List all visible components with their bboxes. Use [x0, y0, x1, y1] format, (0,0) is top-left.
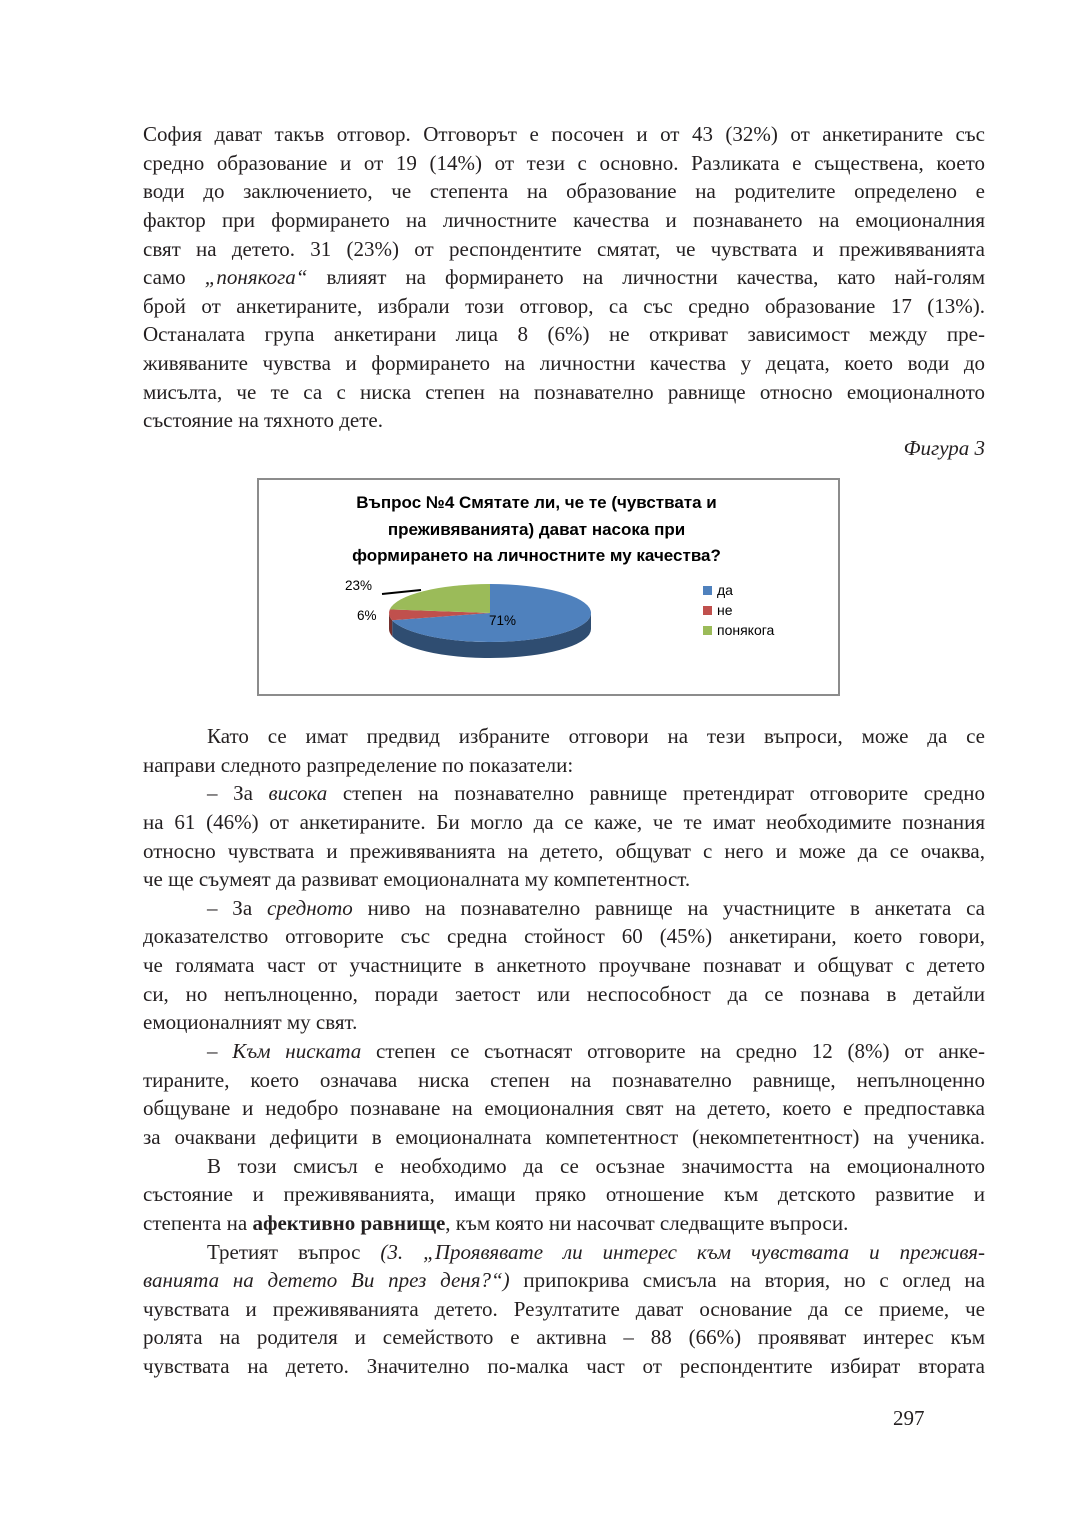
- italic-text: „понякога“: [204, 265, 308, 290]
- paragraph-bottom: [143, 722, 985, 1381]
- data-label-ne: 6%: [357, 608, 377, 623]
- text-line: [143, 206, 985, 235]
- text-segment: доказателство отговорите със средна стойност 60 (45%) анкетирани, което говори,: [143, 924, 985, 949]
- legend-label: не: [717, 602, 733, 618]
- text-segment: чувствата и преживяванията детето. Резултатите дават основание да се приеме, че: [143, 1296, 985, 1321]
- italic-text: ванията на детето Ви през деня?“): [143, 1268, 510, 1293]
- pie-slice-понякога: [390, 584, 490, 613]
- text-line: [143, 837, 985, 866]
- text-segment: припокрива смисъла на втория, но с оглед на: [509, 1268, 985, 1293]
- legend-item-ne: [703, 600, 774, 620]
- chart-title-line: формирането на личностните му качества?: [352, 546, 721, 565]
- text-segment: относно чувствата и преживяванията на детето, общуват с него и може да се очаква,: [143, 838, 985, 863]
- text-line: [143, 1323, 985, 1352]
- text-segment: на 61 (46%) от анкетираните. Би могло да се каже, че те имат необходимите познания: [143, 809, 985, 834]
- text-line: [143, 1180, 985, 1209]
- text-line: [143, 263, 985, 292]
- text-line: [143, 779, 985, 808]
- text-segment: състояние и преживяванията, имащи пряко отношение към детското развитие и: [143, 1182, 985, 1207]
- text-segment: – За: [207, 895, 267, 920]
- text-segment: брой от анкетираните, избрали този отговор, са със средно образование 17 (13%).: [143, 293, 985, 318]
- text-line: [143, 349, 985, 378]
- data-label-ponyakoga: 23%: [345, 578, 373, 593]
- text-line: [143, 722, 985, 751]
- text-segment: средно образование и от 19 (14%) от тези с основно. Разликата е съществена, което: [143, 150, 985, 175]
- text-segment: Останалата група анкетирани лица 8 (6%) не откриват зависимост между пре-: [143, 322, 985, 347]
- text-line: [143, 177, 985, 206]
- text-segment: – За: [207, 781, 269, 806]
- text-segment: живяваните чувства и формирането на личностни качества у децата, което води до: [143, 351, 985, 376]
- text-line: [143, 235, 985, 264]
- text-segment: степен се съотнасят отговорите на средно 12 (8%) от анке-: [361, 1039, 985, 1064]
- italic-text: Към ниската: [232, 1039, 362, 1064]
- text-segment: –: [207, 1039, 233, 1064]
- text-segment: състояние на тяхното дете.: [143, 408, 383, 433]
- text-segment: чувствата на детето. Значително по-малка част от респондентите избират втората: [143, 1354, 985, 1379]
- text-line: [143, 894, 985, 923]
- text-segment: направи следното разпределение по показатели:: [143, 752, 574, 777]
- text-segment: степен на познавателно равнище претендират отговорите средно: [327, 781, 985, 806]
- legend-item-ponyakoga: [703, 620, 774, 640]
- chart-title-line: преживяванията) дават насока при: [387, 519, 686, 539]
- text-line: [143, 406, 985, 435]
- text-line: [143, 980, 985, 1009]
- text-segment: ниво на познавателно равнище на участниците в анкетата са: [352, 895, 985, 920]
- text-segment: свят на детето. 31 (23%) от респондентите смятат, че чувствата и преживяванията: [143, 236, 985, 261]
- text-line: [143, 320, 985, 349]
- text-segment: Третият въпрос: [207, 1239, 381, 1264]
- text-line: [143, 865, 985, 894]
- text-segment: общуване и недобро познаване на емоционалния свят на детето, което е предпоставка: [143, 1096, 985, 1121]
- legend-swatch: [703, 626, 712, 635]
- paragraph-top: [143, 120, 985, 435]
- text-segment: само: [143, 265, 205, 290]
- text-segment: мисълта, че те са с ниска степен на познавателно равнище относно емоционалното: [143, 379, 985, 404]
- legend-item-da: [703, 580, 774, 600]
- text-line: [143, 951, 985, 980]
- italic-text: висока: [268, 781, 328, 806]
- text-segment: Като се имат предвид избраните отговори на тези въпроси, може да се: [207, 724, 985, 748]
- chart-title-line: Въпрос №4 Смятате ли, че те (чувствата и: [356, 493, 717, 512]
- bold-text: афективно равнище: [252, 1210, 446, 1235]
- text-line: [143, 1152, 985, 1181]
- text-segment: ролята на родителя и семейството е активна – 88 (66%) проявяват интерес към: [143, 1325, 985, 1350]
- text-line: [143, 120, 985, 149]
- text-line: [143, 1352, 985, 1381]
- figure-caption: Фигура 3: [903, 436, 985, 460]
- text-segment: тираните, което означава ниска степен на познавателно равнище, непълноценно: [143, 1067, 985, 1092]
- text-segment: София дават такъв отговор. Отговорът е посочен и от 43 (32%) от анкетираните със: [143, 122, 985, 146]
- text-line: [143, 1238, 985, 1267]
- legend-label: да: [717, 582, 733, 598]
- text-line: [143, 1295, 985, 1324]
- legend-swatch: [703, 606, 712, 615]
- chart-title: [259, 490, 814, 570]
- legend-swatch: [703, 586, 712, 595]
- text-segment: В този смисъл е необходимо да се осъзнае значимостта на емоционалното: [207, 1153, 985, 1178]
- chart-legend: [703, 580, 774, 640]
- text-segment: за очаквани дефицити в емоционалната компетентност (некомпетентност) на ученика.: [143, 1124, 985, 1149]
- text-line: [143, 1037, 985, 1066]
- text-line: [143, 1066, 985, 1095]
- leader-line: [382, 590, 421, 594]
- text-line: [143, 1094, 985, 1123]
- text-segment: си, но непълноценно, поради заетост или неспособност да се познава в детайли: [143, 981, 985, 1006]
- text-line: [143, 1266, 985, 1295]
- text-segment: степента на: [143, 1210, 253, 1235]
- text-segment: води до заключението, че степента на образование на родителите определено е: [143, 179, 985, 204]
- text-segment: че голямата част от участниците в анкетното проучване познават и общуват с детето: [143, 953, 985, 978]
- legend-label: понякога: [717, 622, 775, 638]
- text-line: [143, 808, 985, 837]
- text-line: [143, 751, 985, 780]
- text-line: [143, 1008, 985, 1037]
- pie-chart: [257, 478, 840, 696]
- page-number: 297: [893, 1406, 925, 1430]
- text-line: [143, 1123, 985, 1152]
- text-segment: фактор при формирането на личностните качества и познаването на емоционалния: [143, 207, 985, 232]
- italic-text: средното: [266, 895, 353, 920]
- text-line: [143, 149, 985, 178]
- text-segment: емоционалният му свят.: [143, 1010, 358, 1035]
- text-line: [143, 292, 985, 321]
- text-line: [143, 1209, 985, 1238]
- text-segment: влияят на формирането на личностни качества, като най-голям: [307, 265, 985, 290]
- text-segment: че ще съумеят да развиват емоционалната му компетентност.: [143, 867, 691, 892]
- italic-text: (3. „Проявявате ли интерес към чувствата и преживя-: [380, 1239, 985, 1264]
- text-line: [143, 378, 985, 407]
- text-segment: , към която ни насочват следващите въпроси.: [445, 1210, 849, 1235]
- text-line: [143, 922, 985, 951]
- data-label-da: 71%: [489, 613, 517, 628]
